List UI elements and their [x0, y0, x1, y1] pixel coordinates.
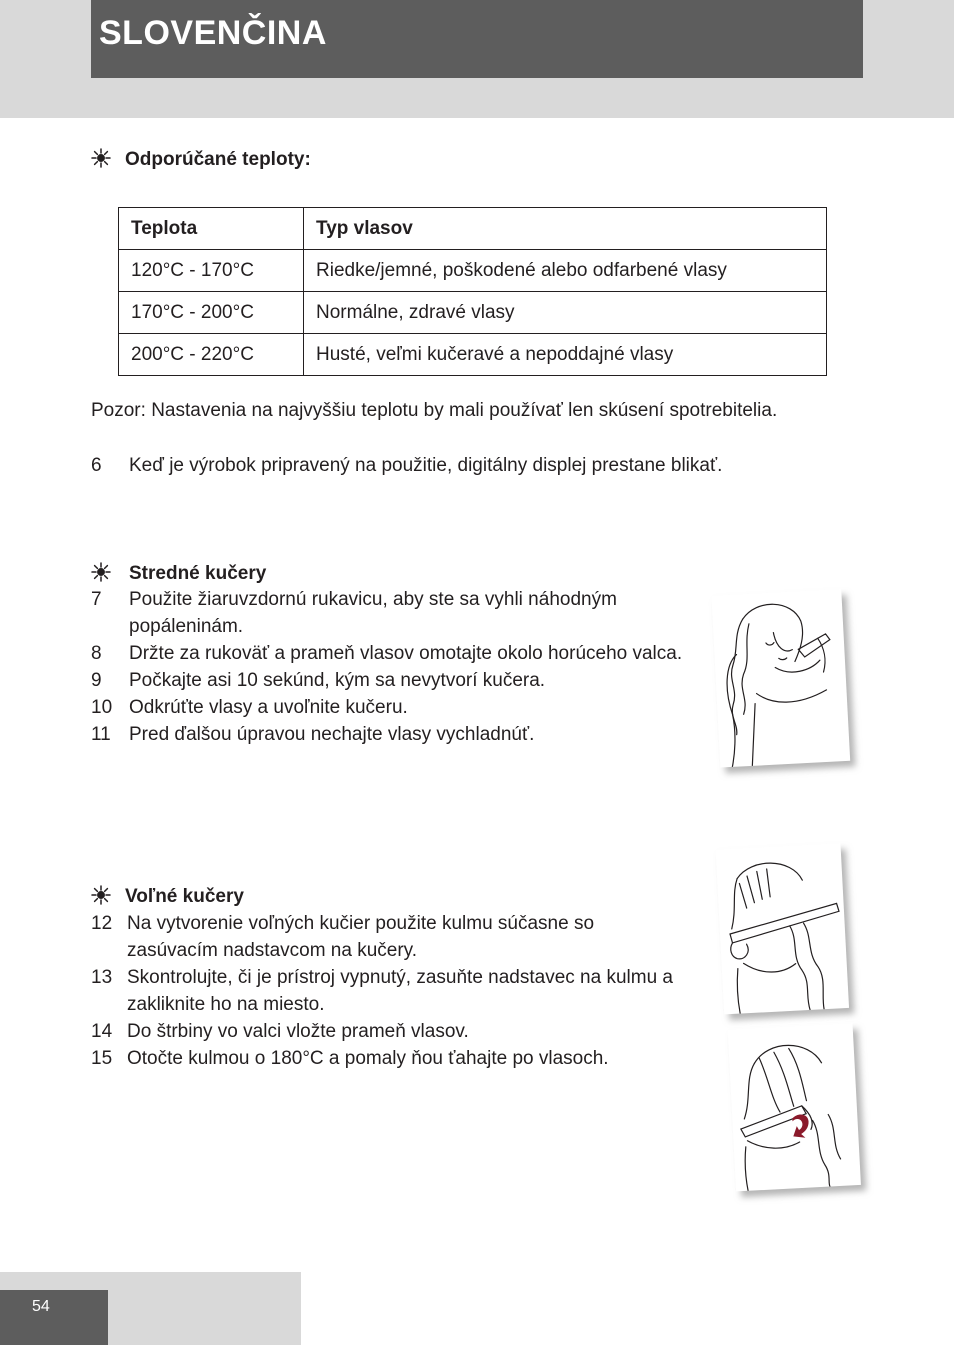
- step-text: Odkrúťte vlasy a uvoľnite kučeru.: [129, 697, 408, 718]
- list-item: [91, 1045, 687, 1072]
- table-cell-hair-type: Normálne, zdravé vlasy: [304, 292, 827, 334]
- page-number: 54: [32, 1298, 50, 1315]
- list-item: [91, 721, 704, 748]
- table-header-row: [119, 208, 827, 250]
- table-header-temperature: Teplota: [119, 208, 304, 250]
- step-text: Skontrolujte, či je prístroj vypnutý, zasuňte nadstavec na kulmu a zakliknite ho na miesto.: [127, 967, 673, 1015]
- table-row: [119, 334, 827, 376]
- step-number: 10: [91, 697, 113, 718]
- page-title: SLOVENČINA: [99, 14, 327, 52]
- step-number: 14: [91, 1021, 113, 1042]
- curler-rotate-drawing: [728, 1023, 861, 1191]
- step-number: 13: [91, 967, 113, 988]
- language-title-bar: [91, 0, 863, 78]
- list-item: [91, 1018, 687, 1045]
- step-text: Pred ďalšou úpravou nechajte vlasy vychladnúť.: [129, 724, 535, 745]
- sun-burst-icon: [91, 148, 111, 168]
- step-text: Otočte kulmou o 180°C a pomaly ňou ťahajte po vlasoch.: [127, 1048, 609, 1069]
- curler-insert-drawing: [716, 843, 849, 1014]
- recommended-temps-heading-text: Odporúčané teploty:: [125, 149, 311, 170]
- step-text: Keď je výrobok pripravený na použitie, digitálny displej prestane blikať.: [129, 455, 723, 476]
- medium-curls-steps: [91, 586, 704, 748]
- step-number: 15: [91, 1048, 113, 1069]
- sun-burst-icon: [91, 885, 111, 905]
- loose-curls-heading: [91, 885, 244, 908]
- list-item: [91, 640, 704, 667]
- table-cell-temperature: 200°C - 220°C: [119, 334, 304, 376]
- table-row: [119, 292, 827, 334]
- table-header-hair-type: Typ vlasov: [304, 208, 827, 250]
- step-number: 7: [91, 589, 102, 610]
- table-cell-temperature: 120°C - 170°C: [119, 250, 304, 292]
- step-6: [91, 452, 849, 479]
- loose-curls-heading-text: Voľné kučery: [125, 886, 244, 907]
- step-text: Na vytvorenie voľných kučier použite kulmu súčasne so zasúvacím nadstavcom na kučery.: [127, 913, 595, 961]
- step-number: 9: [91, 670, 102, 691]
- list-item: [91, 452, 849, 479]
- step-number: 8: [91, 643, 102, 664]
- list-item: [91, 586, 704, 640]
- sun-burst-icon: [91, 562, 111, 582]
- list-item: [91, 910, 687, 964]
- page-number-box: [0, 1290, 108, 1345]
- illustration-medium-curls: [711, 588, 860, 775]
- loose-curls-steps: [91, 910, 687, 1072]
- medium-curls-heading: [91, 562, 266, 585]
- medium-curls-heading-text: Stredné kučery: [129, 563, 267, 584]
- list-item: [91, 694, 704, 721]
- temperature-table: [118, 207, 827, 376]
- step-number: 12: [91, 913, 113, 934]
- list-item: [91, 667, 704, 694]
- table-cell-hair-type: Husté, veľmi kučeravé a nepoddajné vlasy: [304, 334, 827, 376]
- table-cell-hair-type: Riedke/jemné, poškodené alebo odfarbené vlasy: [304, 250, 827, 292]
- step-text: Počkajte asi 10 sekúnd, kým sa nevytvorí kučera.: [129, 670, 546, 691]
- table-cell-temperature: 170°C - 200°C: [119, 292, 304, 334]
- step-number: 6: [91, 455, 102, 476]
- table-row: [119, 250, 827, 292]
- illustration-loose-curls-rotate: [728, 1023, 872, 1200]
- step-number: 11: [91, 724, 111, 745]
- step-text: Držte za rukoväť a prameň vlasov omotajte okolo horúceho valca.: [129, 643, 683, 664]
- step-text: Do štrbiny vo valci vložte prameň vlasov.: [127, 1021, 469, 1042]
- illustration-loose-curls-insert: [716, 843, 860, 1022]
- step-text: Použite žiaruvzdornú rukavicu, aby ste sa vyhli náhodným popáleninám.: [129, 589, 617, 637]
- curling-woman-drawing: [711, 589, 850, 768]
- list-item: [91, 964, 687, 1018]
- recommended-temps-heading: [91, 148, 311, 171]
- warning-text: Pozor: Nastavenia na najvyššiu teplotu by mali používať len skúsení spotrebitelia.: [91, 400, 778, 421]
